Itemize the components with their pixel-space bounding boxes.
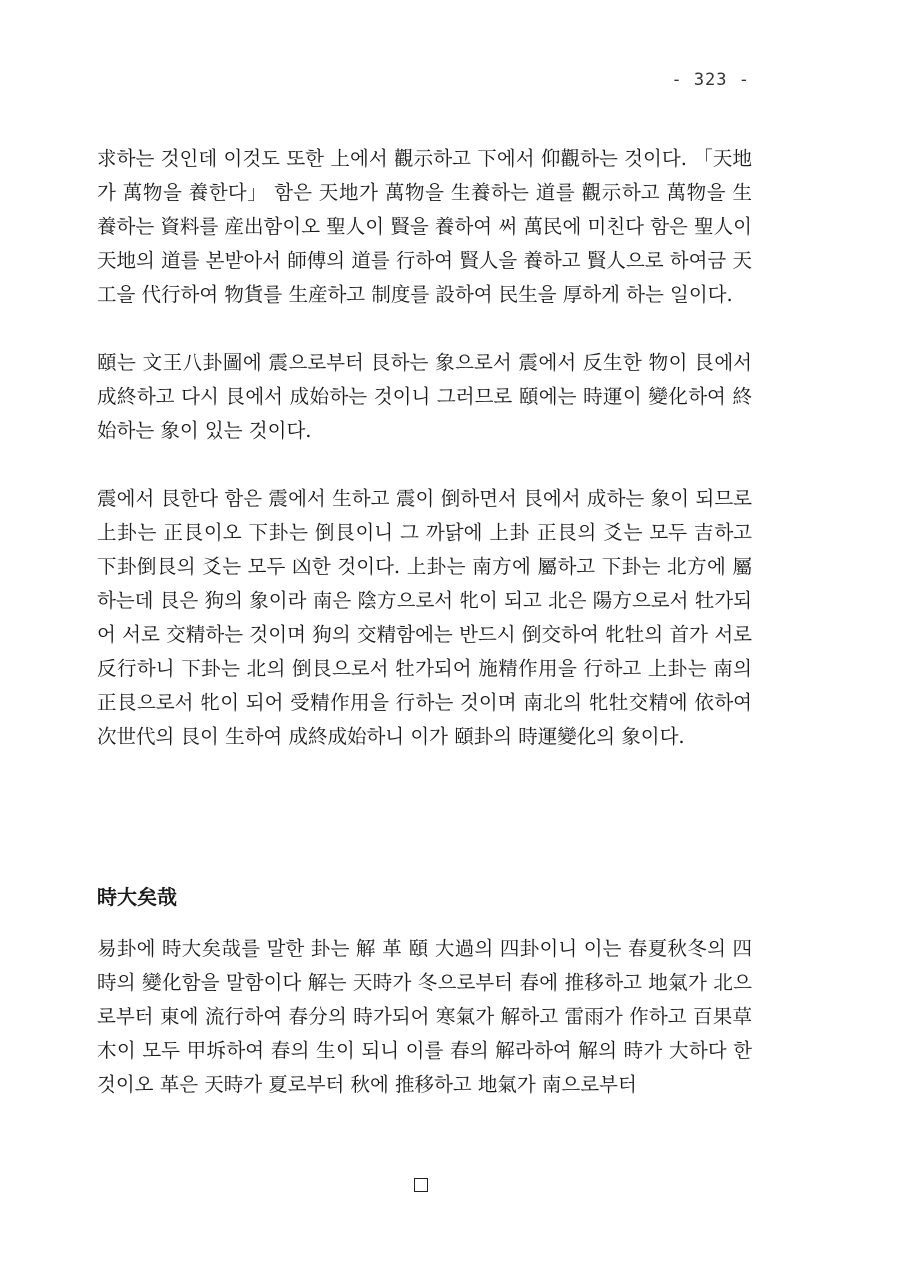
- section-paragraph: 易卦에 時大矣哉를 말한 卦는 解 革 頤 大過의 四卦이니 이는 春夏秋冬의 四時의 變化함을 말함이다 解는 天時가 冬으로부터 春에 推移하고 地氣가 北으로부터 東에 流行하여 春分의 時가되어 寒氣가 解하고 雷雨가 作하고 百果草木이 모두 甲坼하여 春의 生이 되니 이를 春의 解라하여 解의 時가 大하다 한 것이오 革은 天時가 夏로부터 秋에 推移하고 地氣가 南으로부터: [97, 937, 752, 1096]
- footer-square-icon: [414, 1178, 428, 1192]
- paragraph-1: 求하는 것인데 이것도 또한 上에서 觀示하고 下에서 仰觀하는 것이다. 「天地가 萬物을 養한다」 함은 天地가 萬物을 生養하는 道를 觀示하고 萬物을 生養하는 資料를 産出함이오 聖人이 賢을 養하여 써 萬民에 미친다 함은 聖人이 天地의 道를 본받아서 師傅의 道를 行하여 賢人을 養하고 賢人으로 하여금 天工을 代行하여 物貨를 生産하고 制度를 設하여 民生을 厚하게 하는 일이다.: [97, 147, 752, 306]
- body-text: [97, 142, 752, 754]
- section-body: [97, 932, 752, 1102]
- paragraph-3: 震에서 艮한다 함은 震에서 生하고 震이 倒하면서 艮에서 成하는 象이 되므로 上卦는 正艮이오 下卦는 倒艮이니 그 까닭에 上卦 正艮의 爻는 모두 吉하고 下卦倒艮의 爻는 모두 凶한 것이다. 上卦는 南方에 屬하고 下卦는 北方에 屬하는데 艮은 狗의 象이라 南은 陰方으로서 牝이 되고 北은 陽方으로서 牡가되어 서로 交精하는 것이며 狗의 交精함에는 반드시 倒交하여 牝牡의 首가 서로 反行하니 下卦는 北의 倒艮으로서 牡가되어 施精作用을 行하고 上卦는 南의 正艮으로서 牝이 되어 受精作用을 行하는 것이며 南北의 牝牡交精에 依하여 次世代의 艮이 生하여 成終成始하니 이가 頤卦의 時運變化의 象이다.: [97, 487, 752, 748]
- page-number: - 323 -: [671, 70, 750, 90]
- paragraph-2: 頤는 文王八卦圖에 震으로부터 艮하는 象으로서 震에서 反生한 物이 艮에서 成終하고 다시 艮에서 成始하는 것이니 그러므로 頤에는 時運이 變化하여 終始하는 象이 있는 것이다.: [97, 351, 752, 442]
- section-title: 時大矣哉: [97, 885, 177, 909]
